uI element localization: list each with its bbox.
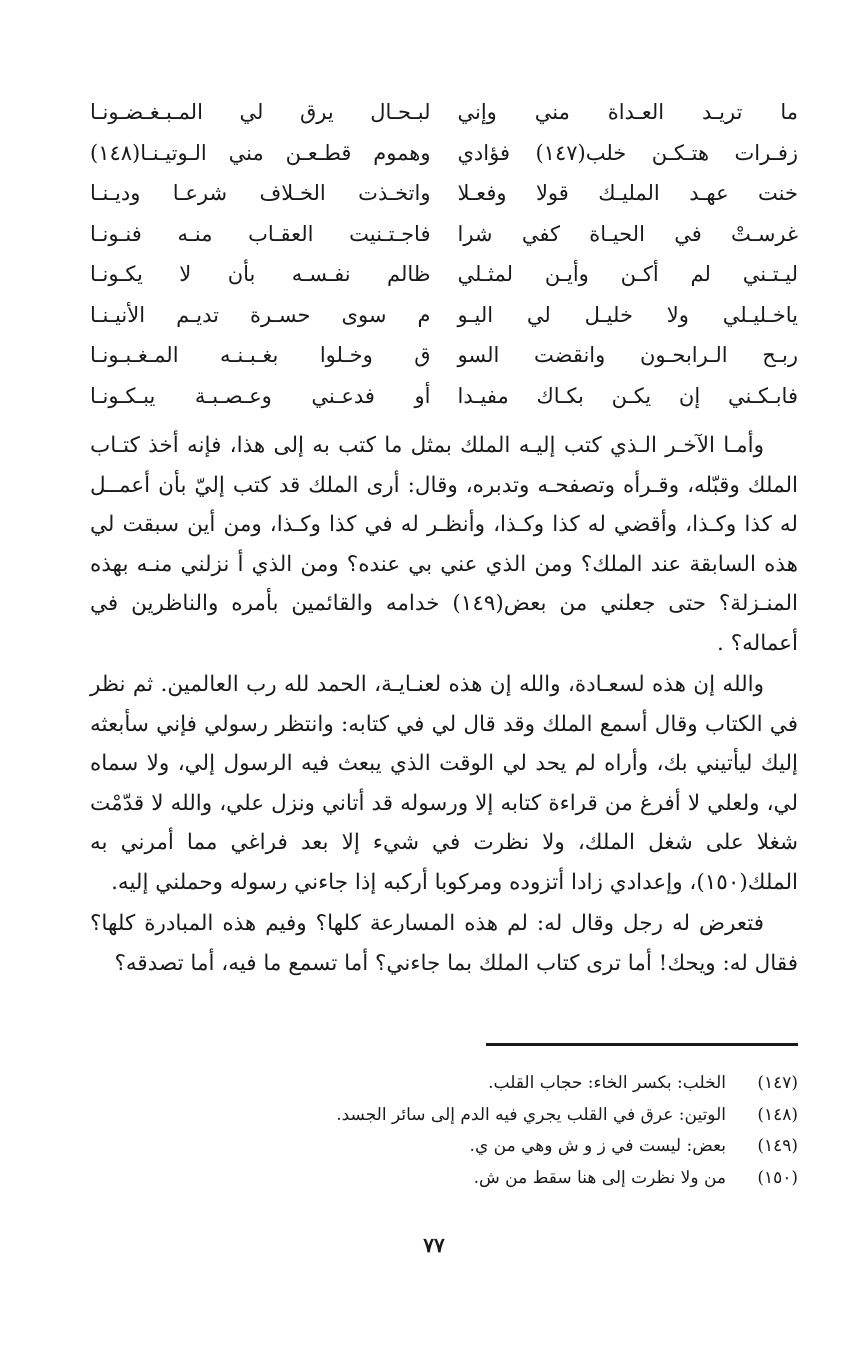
verse-first-hemistich: فابـكـني إن يكـن بكـاك مفيـدا <box>457 383 798 408</box>
verse-second-hemistich: لبـحـال يرق لي المـبـغـضـونـا <box>90 100 431 125</box>
verse-first-hemistich: خنت عهـد المليـك قولا وفعـلا <box>457 181 798 206</box>
paragraph-text: والله إن هذه لسعـادة، والله إن هذه لعنـايـة، الحمد لله رب العالمين. ثم نظر في الكتاب وقال أسمع الملك وقد قال لي في كتابه: وانتظر رسولي فإني سأبعثه إليك ليأتيني بك، وأراه لم يحد لي الوقت الذي يبعث فيه الرسول إلي، ولا سماه لي، ولعلي لا أفرغ من قراءة كتابه إلا ورسوله قد أتاني ونزل علي، والله لا قدّمْت شغلا على شغل الملك، ولا نظرت في شيء إلا بعد فراغي مما أمرني به الملك(١٥٠)، وإعدادي زادا أتزوده ومركوبا أركبه إذا جاءني رسوله وحملني إليه. <box>90 672 798 895</box>
poem-verse <box>90 254 798 295</box>
footnote-separator <box>486 1043 798 1046</box>
poem-verse <box>90 376 798 417</box>
poem-verse <box>90 173 798 214</box>
footnote-number: (١٤٩) <box>757 1136 798 1156</box>
verse-second-hemistich: وهموم قطـعـن مني الـوتيـنـا(١٤٨) <box>90 140 431 165</box>
footnote-number: (١٤٧) <box>757 1073 798 1093</box>
footnote-text: الخلب: بكسر الخاء: حجاب القلب. <box>488 1073 726 1093</box>
footnote-text: الوتين: عرق في القلب يجري فيه الدم إلى سائر الجسد. <box>336 1104 726 1125</box>
paragraph-text: وأمـا الآخـر الـذي كتب إليـه الملك بمثل ما كتب به إلى هذا، فإنه أخذ كتـاب الملك وقبّله، وقـرأه وتصفحـه وتدبره، وقال: أرى الملك قد كتب إليّ بأن أعمــل له كذا وكـذا، وأقضي له كذا وكـذا، وأنظـر له في كذا وكـذا، ومن أين سبقت لي هذه السابقة عند الملك؟ ومن الذي عني بي عنده؟ ومن الذي أ نزلني منـه بهذه المنـزلة؟ حتى جعلني من بعض(١٤٩) خدامه والقائمين بأمره والناظرين في أعماله؟ . <box>90 433 798 656</box>
poem-verse <box>90 133 798 174</box>
verse-second-hemistich: واتخـذت الخـلاف شرعـا وديـنـا <box>90 181 431 206</box>
verse-first-hemistich: ربـح الـرابحـون وانقضت السو <box>457 343 798 368</box>
paragraph <box>90 904 798 983</box>
footnote-number: (١٥٠) <box>757 1167 798 1188</box>
footnote-text: من ولا نظرت إلى هنا سقط من ش. <box>473 1167 726 1188</box>
verse-first-hemistich: زفـرات هتـكـن خلب(١٤٧) فؤادي <box>457 140 798 165</box>
verse-second-hemistich: م سوى حسـرة تديـم الأنيـنـا <box>90 302 431 327</box>
poem-verse <box>90 92 798 133</box>
verse-second-hemistich: ق وخـلوا بغـبـنـه المـغـبـونـا <box>90 343 431 368</box>
verse-first-hemistich: غرسـتْ في الحيـاة كفي شرا <box>457 221 798 246</box>
verse-first-hemistich: ياخـليـلي ولا خليـل لي اليـو <box>457 302 798 327</box>
paragraph <box>90 665 798 902</box>
footnote <box>90 1100 798 1132</box>
verse-first-hemistich: ليـتـني لم أكـن وأيـن لمثـلي <box>457 262 798 287</box>
footnote <box>90 1068 798 1100</box>
verse-second-hemistich: أو فدعـني وعـصـبـة يبـكـونـا <box>90 383 431 408</box>
verse-second-hemistich: فاجـتـنيت العقـاب منـه فنـونـا <box>90 221 431 246</box>
footnotes <box>90 1068 798 1194</box>
verse-second-hemistich: ظالم نفـسـه بأن لا يكـونـا <box>90 262 431 287</box>
verse-first-hemistich: ما تريـد العـداة مني وإني <box>457 100 798 125</box>
page-number: ٧٧ <box>423 1233 445 1257</box>
footnote <box>90 1163 798 1195</box>
poem-block <box>90 92 798 416</box>
footnote-number: (١٤٨) <box>757 1104 798 1125</box>
footnote <box>90 1131 798 1163</box>
paragraph-text: فتعرض له رجل وقال له: لم هذه المسارعة كلها؟ وفيم هذه المبادرة كلها؟ فقال له: ويحك! أما ترى كتاب الملك بما جاءني؟ أما تسمع ما فيه، أما تصدقه؟ <box>90 911 798 976</box>
poem-verse <box>90 295 798 336</box>
paragraph <box>90 426 798 663</box>
footnote-text: بعض: ليست في ز و ش وهي من ي. <box>469 1136 726 1156</box>
poem-verse <box>90 335 798 376</box>
body-text <box>90 426 798 983</box>
poem-verse <box>90 214 798 255</box>
